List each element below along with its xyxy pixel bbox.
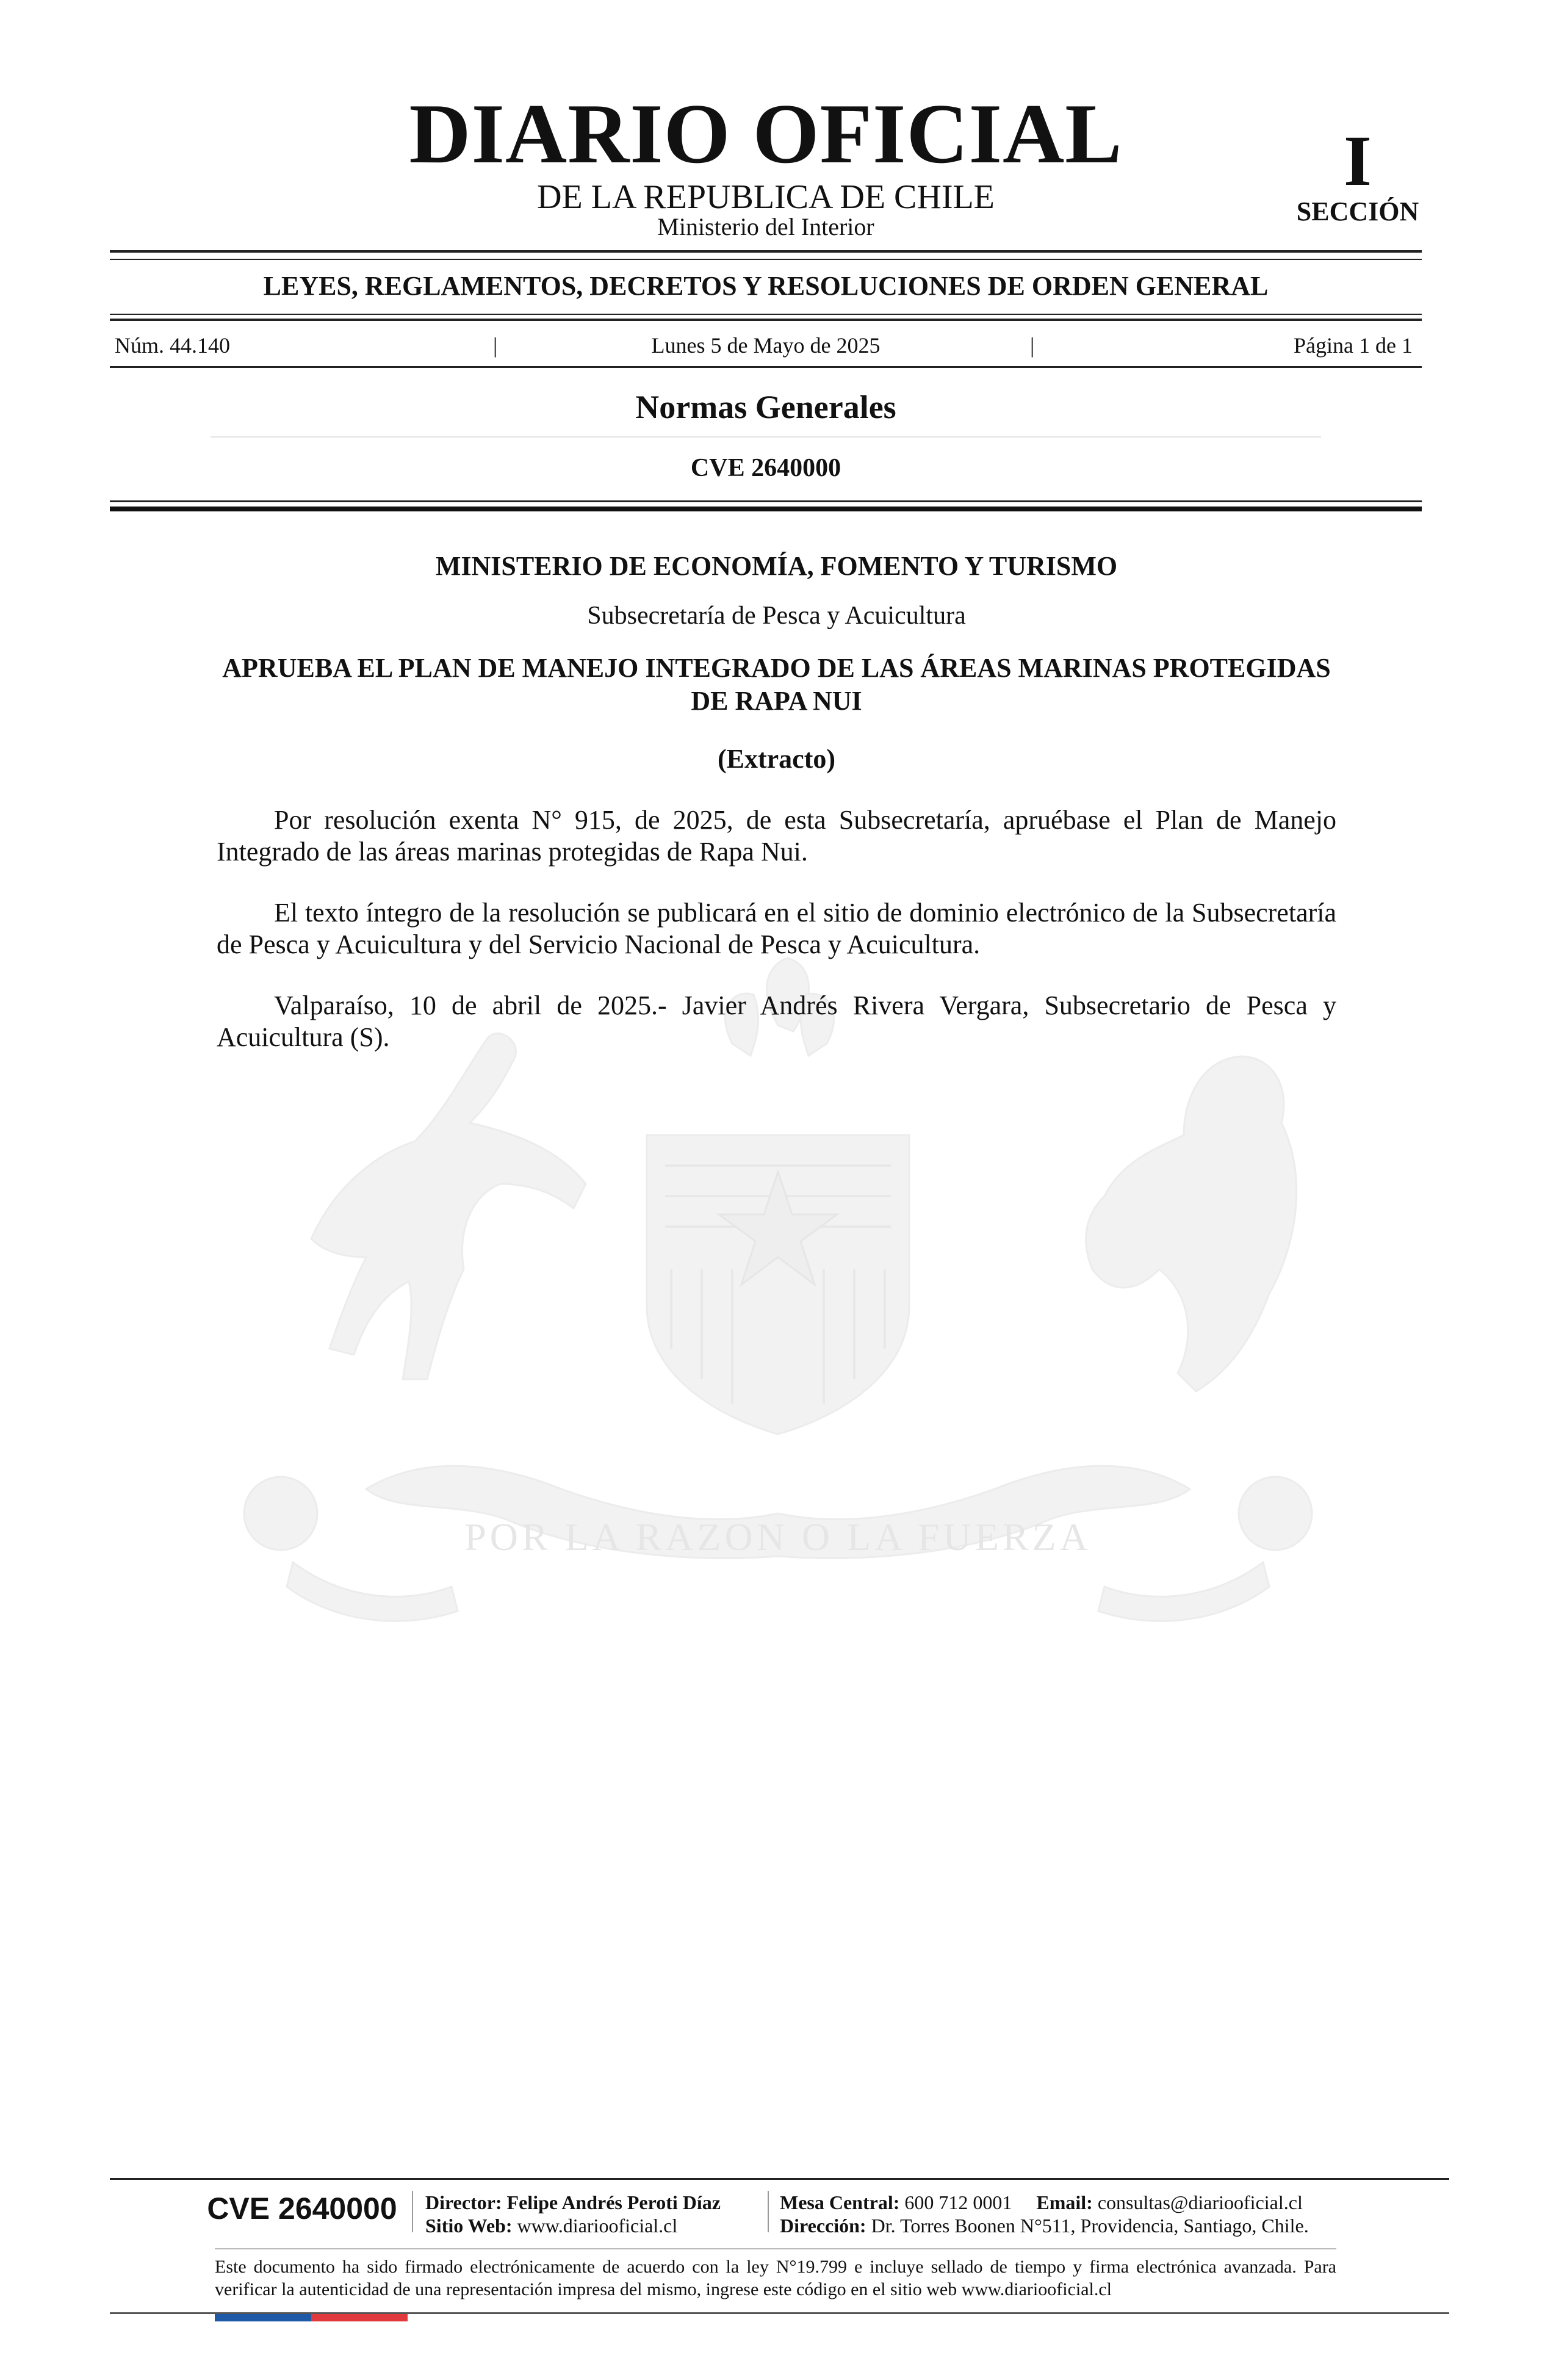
header-rule-top-2 — [110, 259, 1422, 260]
footer-email-link[interactable]: consultas@diariooficial.cl — [1097, 2191, 1303, 2213]
cve-rule-2 — [110, 507, 1422, 511]
issue-page: Página 1 de 1 — [1294, 333, 1413, 358]
issue-date: Lunes 5 de Mayo de 2025 — [651, 333, 881, 358]
footer-address — [780, 2214, 1309, 2237]
issue-separator: | — [493, 333, 498, 358]
coat-of-arms-watermark — [183, 952, 1373, 1678]
footer-rule-mid — [215, 2248, 1336, 2249]
header-rule-mid-2 — [110, 319, 1422, 321]
footer-contact — [780, 2191, 1303, 2214]
issuing-ministry: MINISTERIO DE ECONOMÍA, FOMENTO Y TURISMO — [435, 551, 1118, 581]
coat-of-arms-motto: POR LA RAZON O LA FUERZA — [464, 1515, 1092, 1559]
footer-rule-top — [110, 2178, 1449, 2180]
footer-divider — [768, 2191, 769, 2232]
footer-legal-notice: Este documento ha sido firmado electrónicamente de acuerdo con la ley N°19.799 e incluye sellado de tiempo y firma electrónica avanzada. Para verificar la autenticidad de una representación impresa del mismo, ingrese este código en el sitio web www.diariooficial.cl — [215, 2257, 1336, 2299]
masthead-ministry: Ministerio del Interior — [657, 213, 874, 240]
issuing-subsecretaria: Subsecretaría de Pesca y Acuicultura — [587, 602, 966, 630]
cve-rule-1 — [110, 500, 1422, 502]
publication-band-title: LEYES, REGLAMENTOS, DECRETOS Y RESOLUCIONES DE ORDEN GENERAL — [263, 271, 1269, 301]
masthead-subtitle: DE LA REPUBLICA DE CHILE — [537, 178, 995, 216]
footer-address-label: Dirección: — [780, 2215, 866, 2237]
footer-address-value: Dr. Torres Boonen N°511, Providencia, Santiago, Chile. — [871, 2215, 1309, 2237]
footer-director-label: Director: — [425, 2191, 502, 2213]
header-rule-top-1 — [110, 250, 1422, 253]
flag-stripe-red — [311, 2314, 408, 2321]
extract-label: (Extracto) — [717, 744, 835, 774]
decree-title: APRUEBA EL PLAN DE MANEJO INTEGRADO DE LAS ÁREAS MARINAS PROTEGIDAS DE RAPA NUI — [222, 653, 1331, 716]
cve-code: CVE 2640000 — [690, 454, 841, 482]
footer-website-link[interactable]: www.diariooficial.cl — [517, 2215, 678, 2237]
footer-phone-label: Mesa Central: — [780, 2191, 900, 2213]
footer-phone-value: 600 712 0001 — [904, 2191, 1012, 2213]
footer-website-label: Sitio Web: — [425, 2215, 513, 2237]
issue-rule — [110, 366, 1422, 368]
issue-separator: | — [1030, 333, 1035, 358]
masthead-title: DIARIO OFICIAL — [409, 87, 1123, 181]
body-paragraph: Por resolución exenta N° 915, de 2025, de esta Subsecretaría, apruébase el Plan de Manejo Integrado de las áreas marinas protegidas de Rapa Nui. — [217, 805, 1336, 867]
footer-director-value: Felipe Andrés Peroti Díaz — [506, 2191, 721, 2213]
header-rule-mid-1 — [110, 314, 1422, 315]
flag-stripe-blue — [215, 2314, 311, 2321]
section-heading-rule — [211, 436, 1321, 438]
footer-website — [425, 2214, 677, 2237]
body-paragraph: El texto íntegro de la resolución se publicará en el sitio de dominio electrónico de la Subsecretaría de Pesca y Acuicultura y del Servicio Nacional de Pesca y Acuicultura. — [217, 898, 1336, 959]
footer-divider — [412, 2191, 413, 2232]
footer-cve-code: CVE 2640000 — [207, 2191, 397, 2226]
section-heading: Normas Generales — [635, 389, 896, 425]
section-number: I — [1344, 121, 1372, 201]
footer-director — [425, 2191, 721, 2214]
footer-email-label: Email: — [1036, 2191, 1093, 2213]
section-label: SECCIÓN — [1296, 197, 1419, 226]
body-paragraph: Valparaíso, 10 de abril de 2025.- Javier Andrés Rivera Vergara, Subsecretario de Pesca y Acuicultura (S). — [217, 990, 1336, 1052]
issue-number: Núm. 44.140 — [115, 333, 230, 358]
